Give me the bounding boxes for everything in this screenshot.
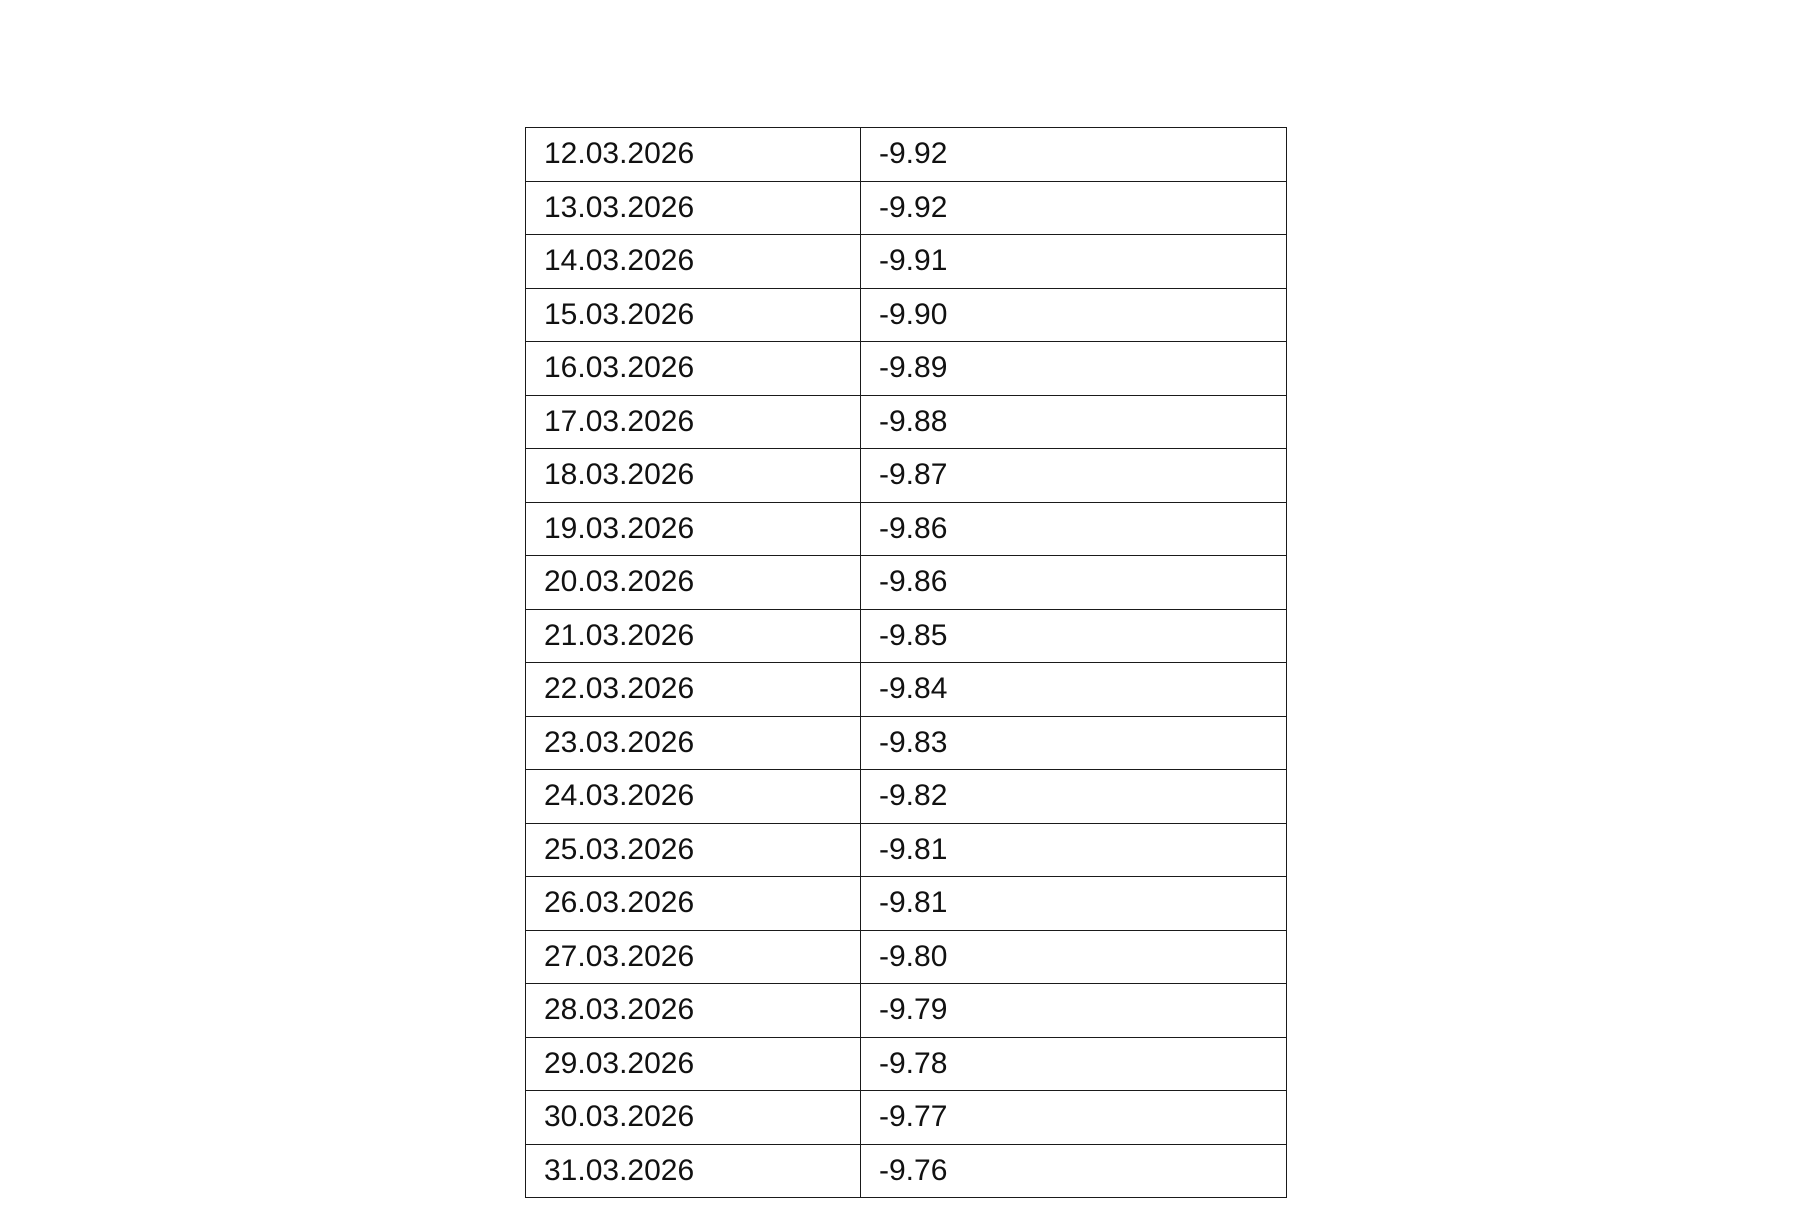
value-cell: -9.91 [861,235,1287,289]
date-cell: 27.03.2026 [526,930,861,984]
table-row [526,930,1287,984]
value-cell: -9.92 [861,128,1287,182]
table-row [526,1144,1287,1198]
date-cell: 22.03.2026 [526,663,861,717]
table-row [526,609,1287,663]
table-row [526,770,1287,824]
table-row [526,1037,1287,1091]
table-row [526,128,1287,182]
table-row [526,181,1287,235]
value-cell: -9.84 [861,663,1287,717]
value-cell: -9.81 [861,823,1287,877]
value-cell: -9.90 [861,288,1287,342]
date-cell: 23.03.2026 [526,716,861,770]
value-cell: -9.87 [861,449,1287,503]
value-cell: -9.89 [861,342,1287,396]
date-cell: 19.03.2026 [526,502,861,556]
date-cell: 28.03.2026 [526,984,861,1038]
table-row [526,395,1287,449]
value-cell: -9.80 [861,930,1287,984]
value-cell: -9.88 [861,395,1287,449]
table-row [526,235,1287,289]
table-row [526,663,1287,717]
data-table [525,127,1287,1198]
date-cell: 25.03.2026 [526,823,861,877]
value-cell: -9.76 [861,1144,1287,1198]
value-cell: -9.86 [861,556,1287,610]
date-cell: 29.03.2026 [526,1037,861,1091]
value-cell: -9.86 [861,502,1287,556]
value-cell: -9.85 [861,609,1287,663]
date-cell: 21.03.2026 [526,609,861,663]
table-row [526,502,1287,556]
table-row [526,556,1287,610]
table-row [526,823,1287,877]
value-cell: -9.77 [861,1091,1287,1145]
value-cell: -9.79 [861,984,1287,1038]
value-cell: -9.78 [861,1037,1287,1091]
date-cell: 24.03.2026 [526,770,861,824]
value-cell: -9.92 [861,181,1287,235]
date-cell: 15.03.2026 [526,288,861,342]
table-row [526,984,1287,1038]
date-cell: 31.03.2026 [526,1144,861,1198]
value-cell: -9.82 [861,770,1287,824]
date-cell: 18.03.2026 [526,449,861,503]
date-cell: 17.03.2026 [526,395,861,449]
date-cell: 20.03.2026 [526,556,861,610]
date-cell: 16.03.2026 [526,342,861,396]
table-row [526,1091,1287,1145]
date-cell: 30.03.2026 [526,1091,861,1145]
value-cell: -9.81 [861,877,1287,931]
date-cell: 14.03.2026 [526,235,861,289]
table-body [526,128,1287,1198]
table-row [526,449,1287,503]
date-cell: 26.03.2026 [526,877,861,931]
date-cell: 13.03.2026 [526,181,861,235]
date-cell: 12.03.2026 [526,128,861,182]
table-row [526,716,1287,770]
table-row [526,877,1287,931]
value-cell: -9.83 [861,716,1287,770]
table-row [526,288,1287,342]
table-row [526,342,1287,396]
